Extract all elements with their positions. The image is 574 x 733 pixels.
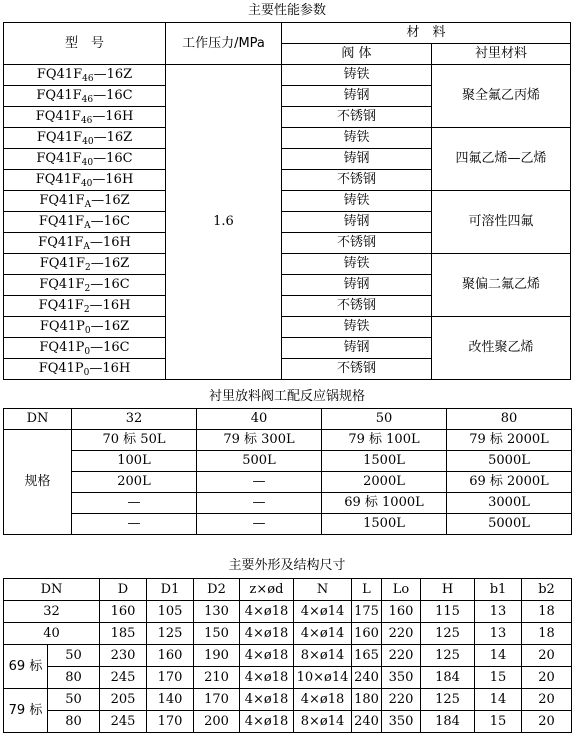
dimension-cell: 140: [147, 689, 194, 711]
model-cell: [4, 296, 166, 317]
model-subscript: A: [84, 200, 92, 210]
spec-cell: 69 标 2000L: [447, 472, 572, 493]
body-material: 铸钢: [282, 275, 432, 296]
model-subscript: 46: [80, 116, 93, 126]
model-subscript: 40: [82, 137, 94, 147]
dimension-header: H: [421, 579, 475, 601]
dimension-cell: 15: [475, 711, 522, 733]
table2-caption: 衬里放料阀工配反应锅规格: [208, 389, 365, 404]
dimension-header: N: [294, 579, 352, 601]
model-prefix: FQ41F: [36, 151, 82, 166]
model-subscript: 46: [81, 95, 94, 105]
dimension-cell: 4×ø18: [240, 601, 294, 623]
body-material: 铸铁: [282, 191, 432, 212]
model-prefix: FQ41F: [36, 130, 83, 145]
dimension-cell: 160: [382, 601, 421, 623]
dimension-cell: 350: [382, 711, 421, 733]
dimension-row: [4, 623, 572, 645]
dimension-cell: 160: [352, 623, 382, 645]
model-row: [4, 254, 571, 275]
model-subscript: 2: [83, 305, 90, 315]
dn-cell: 50: [48, 645, 100, 667]
spec-cell: 70 标 50L: [72, 430, 197, 451]
dimension-cell: 240: [352, 711, 382, 733]
dimension-cell: 13: [475, 623, 522, 645]
standard-label: 69 标: [4, 645, 48, 689]
body-material: 不锈钢: [282, 233, 432, 254]
spec-cell: 1500L: [322, 451, 447, 472]
dimension-cell: 150: [194, 623, 240, 645]
model-cell: [4, 107, 166, 128]
dimension-cell: 4×ø18: [294, 689, 352, 711]
dimension-cell: 130: [194, 601, 240, 623]
dimension-cell: 245: [100, 711, 147, 733]
model-cell: [4, 317, 166, 338]
dimension-header: D2: [194, 579, 240, 601]
model-suffix: —16Z: [93, 130, 133, 145]
dimension-cell: 125: [421, 689, 475, 711]
model-row: [4, 128, 571, 149]
model-suffix: —16C: [93, 88, 133, 103]
spec-cell: 1500L: [322, 514, 447, 535]
spec-cell: 79 标 100L: [322, 430, 447, 451]
model-subscript: 46: [82, 74, 94, 84]
model-prefix: FQ41F: [39, 277, 85, 292]
model-cell: [4, 149, 166, 170]
dimension-cell: 210: [194, 667, 240, 689]
dn-header-row: [4, 409, 572, 430]
model-prefix: FQ41F: [36, 67, 83, 82]
dimension-cell: 8×ø14: [294, 645, 352, 667]
model-prefix: FQ41F: [39, 256, 85, 271]
dimension-cell: 4×ø18: [240, 689, 294, 711]
dimension-cell: 125: [421, 645, 475, 667]
dn-cell: 50: [48, 689, 100, 711]
spec-row: [4, 493, 572, 514]
dn-value: 50: [322, 409, 447, 430]
dimension-cell: 10×ø14: [294, 667, 352, 689]
model-cell: [4, 170, 166, 191]
dimension-cell: 170: [147, 711, 194, 733]
dimension-cell: 220: [382, 689, 421, 711]
dimension-header: Lo: [382, 579, 421, 601]
model-prefix: FQ41P: [38, 361, 84, 376]
dimension-cell: 220: [382, 645, 421, 667]
dimension-header: z×ød: [240, 579, 294, 601]
dimension-cell: 4×ø18: [240, 623, 294, 645]
model-prefix: FQ41F: [38, 298, 84, 313]
spec-cell: —: [197, 472, 322, 493]
dn-cell: 80: [48, 711, 100, 733]
model-prefix: FQ41F: [35, 172, 81, 187]
dimension-cell: 20: [522, 689, 572, 711]
model-cell: [4, 191, 166, 212]
model-row: [4, 191, 571, 212]
model-cell: [4, 338, 166, 359]
body-material: 不锈钢: [282, 296, 432, 317]
dimension-cell: 170: [194, 689, 240, 711]
spec-cell: 3000L: [447, 493, 572, 514]
model-prefix: FQ41P: [39, 319, 85, 334]
model-subscript: 0: [84, 347, 91, 357]
dimension-cell: 220: [382, 623, 421, 645]
model-suffix: —16H: [89, 235, 131, 250]
spec-cell: 2000L: [322, 472, 447, 493]
lining-material: 聚偏二氟乙烯: [432, 254, 571, 317]
header-body: 阀 体: [282, 44, 432, 65]
dimension-cell: 175: [352, 601, 382, 623]
dimension-cell: 20: [522, 667, 572, 689]
dimension-cell: 125: [147, 623, 194, 645]
dimension-cell: 15: [475, 667, 522, 689]
spec-label: 规格: [4, 430, 72, 535]
lining-material: 可溶性四氟: [432, 191, 571, 254]
dimension-cell: 184: [421, 667, 475, 689]
spec-cell: —: [72, 493, 197, 514]
model-suffix: —16H: [92, 172, 134, 187]
body-material: 铸钢: [282, 86, 432, 107]
model-subscript: 40: [80, 179, 93, 189]
spec-cell: 79 标 300L: [197, 430, 322, 451]
spec-cell: —: [72, 514, 197, 535]
header-pressure: 工作压力/MPa: [166, 23, 282, 65]
spec-cell: 5000L: [447, 451, 572, 472]
dimension-cell: 170: [147, 667, 194, 689]
performance-table: [3, 22, 571, 380]
model-prefix: FQ41F: [35, 109, 81, 124]
dimension-header: b2: [522, 579, 572, 601]
dimension-cell: 8×ø14: [294, 711, 352, 733]
model-suffix: —16C: [90, 214, 131, 229]
table1-caption: 主要性能参数: [247, 3, 326, 18]
dimension-cell: 18: [522, 601, 572, 623]
spec-cell: 69 标 1000L: [322, 493, 447, 514]
model-cell: [4, 65, 166, 86]
dimension-cell: 4×ø14: [294, 623, 352, 645]
model-subscript: A: [84, 221, 91, 231]
model-cell: [4, 233, 166, 254]
model-prefix: FQ41F: [36, 88, 82, 103]
dimension-header: D1: [147, 579, 194, 601]
body-material: 铸铁: [282, 254, 432, 275]
spec-cell: —: [197, 514, 322, 535]
dimension-cell: 125: [421, 623, 475, 645]
model-cell: [4, 86, 166, 107]
dimension-row: [4, 645, 572, 667]
spec-cell: —: [197, 493, 322, 514]
model-suffix: —16C: [90, 277, 130, 292]
spec-cell: 200L: [72, 472, 197, 493]
body-material: 不锈钢: [282, 359, 432, 380]
body-material: 不锈钢: [282, 107, 432, 128]
dimension-cell: 205: [100, 689, 147, 711]
model-prefix: FQ41F: [38, 235, 84, 250]
model-suffix: —16C: [93, 151, 133, 166]
pressure-value: 1.6: [166, 65, 282, 380]
model-suffix: —16C: [90, 340, 130, 355]
body-material: 铸钢: [282, 212, 432, 233]
dimension-cell: 4×ø18: [240, 667, 294, 689]
model-subscript: 0: [84, 326, 91, 336]
dn-cell: 40: [4, 623, 100, 645]
dn-value: 80: [447, 409, 572, 430]
dimension-cell: 165: [352, 645, 382, 667]
lining-material: 四氟乙烯—乙烯: [432, 128, 571, 191]
dimension-table: [3, 578, 572, 733]
model-suffix: —16H: [89, 298, 131, 313]
model-subscript: 2: [84, 284, 91, 294]
spec-cell: 79 标 2000L: [447, 430, 572, 451]
model-cell: [4, 359, 166, 380]
dn-label: DN: [4, 409, 72, 430]
dimension-cell: 190: [194, 645, 240, 667]
dimension-cell: 245: [100, 667, 147, 689]
model-suffix: —16Z: [90, 256, 130, 271]
dimension-cell: 18: [522, 623, 572, 645]
body-material: 铸铁: [282, 128, 432, 149]
dimension-header: DN: [4, 579, 100, 601]
spec-cell: 500L: [197, 451, 322, 472]
model-cell: [4, 212, 166, 233]
dimension-cell: 350: [382, 667, 421, 689]
body-material: 铸钢: [282, 149, 432, 170]
dimension-cell: 4×ø18: [240, 645, 294, 667]
dimension-cell: 14: [475, 689, 522, 711]
dimension-cell: 184: [421, 711, 475, 733]
model-prefix: FQ41F: [38, 214, 85, 229]
header-material: 材 料: [282, 23, 571, 44]
dimension-header: b1: [475, 579, 522, 601]
model-suffix: —16Z: [90, 319, 130, 334]
model-subscript: A: [83, 242, 90, 252]
spec-row: [4, 472, 572, 493]
spec-row: [4, 430, 572, 451]
dimension-header: D: [100, 579, 147, 601]
dimension-cell: 115: [421, 601, 475, 623]
model-cell: [4, 275, 166, 296]
dimension-cell: 230: [100, 645, 147, 667]
dimension-cell: 160: [147, 645, 194, 667]
spec-cell: 100L: [72, 451, 197, 472]
dimension-header-row: [4, 579, 572, 601]
lining-material: 聚全氟乙丙烯: [432, 65, 571, 128]
dimension-cell: 180: [352, 689, 382, 711]
header-lining: 衬里材料: [432, 44, 571, 65]
spec-row: [4, 514, 572, 535]
dn-cell: 80: [48, 667, 100, 689]
body-material: 铸铁: [282, 317, 432, 338]
dimension-cell: 105: [147, 601, 194, 623]
body-material: 不锈钢: [282, 170, 432, 191]
dimension-row: [4, 667, 572, 689]
reactor-spec-table: [3, 408, 572, 535]
model-subscript: 40: [81, 158, 94, 168]
dn-value: 32: [72, 409, 197, 430]
dimension-cell: 4×ø18: [240, 711, 294, 733]
model-subscript: 2: [84, 263, 91, 273]
spec-cell: 5000L: [447, 514, 572, 535]
model-cell: [4, 128, 166, 149]
standard-label: 79 标: [4, 689, 48, 733]
dimension-header: L: [352, 579, 382, 601]
model-suffix: —16H: [92, 109, 134, 124]
dimension-cell: 20: [522, 711, 572, 733]
model-suffix: —16Z: [91, 193, 130, 208]
dimension-row: [4, 711, 572, 733]
model-suffix: —16Z: [93, 67, 133, 82]
dimension-row: [4, 601, 572, 623]
dimension-cell: 160: [100, 601, 147, 623]
model-prefix: FQ41F: [39, 193, 85, 208]
dimension-cell: 4×ø14: [294, 601, 352, 623]
dimension-row: [4, 689, 572, 711]
header-model: 型 号: [4, 23, 166, 65]
model-row: [4, 65, 571, 86]
dn-cell: 32: [4, 601, 100, 623]
table3-caption: 主要外形及结构尺寸: [228, 558, 346, 573]
dimension-cell: 200: [194, 711, 240, 733]
dn-value: 40: [197, 409, 322, 430]
model-prefix: FQ41P: [39, 340, 85, 355]
lining-material: 改性聚乙烯: [432, 317, 571, 380]
model-subscript: 0: [83, 368, 90, 378]
spec-row: [4, 451, 572, 472]
model-suffix: —16H: [89, 361, 131, 376]
dimension-cell: 185: [100, 623, 147, 645]
model-row: [4, 317, 571, 338]
model-cell: [4, 254, 166, 275]
body-material: 铸钢: [282, 338, 432, 359]
dimension-cell: 13: [475, 601, 522, 623]
dimension-cell: 20: [522, 645, 572, 667]
dimension-cell: 14: [475, 645, 522, 667]
body-material: 铸铁: [282, 65, 432, 86]
dimension-cell: 240: [352, 667, 382, 689]
